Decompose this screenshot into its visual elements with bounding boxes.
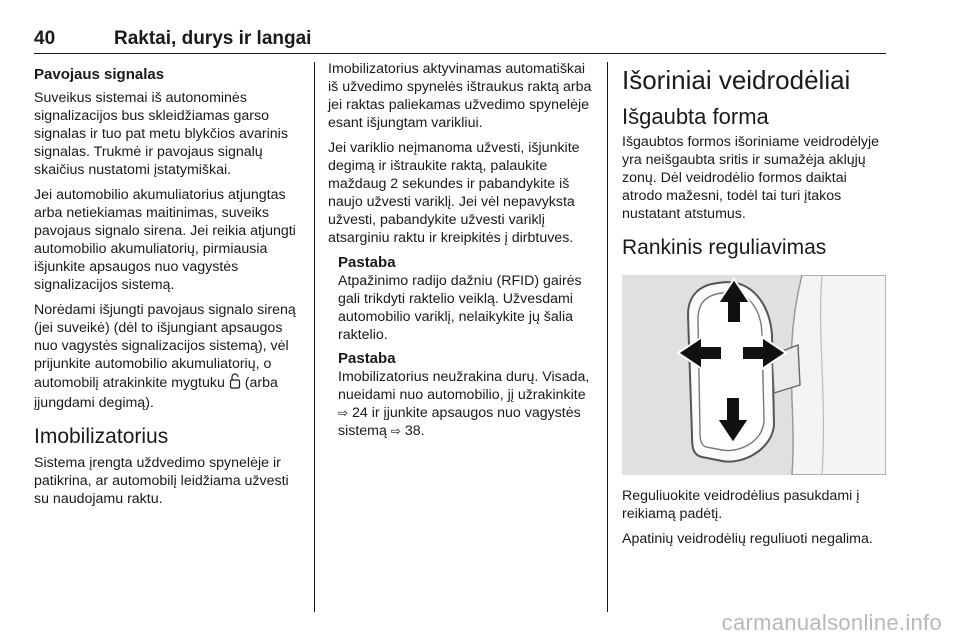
- alarm-paragraph-2: Jei automobilio akumuliatorius atjungtas arba netiekiamas maitinimas, suveiks pavojaus signalo sirena. Jei reikia atjungti automobilio akumuliatorių, pirmiausia išjunkite apsaugos nuo vagystės signalizacijos sistemą.: [34, 187, 296, 293]
- page-number: 40: [34, 28, 56, 49]
- page-ref-link-1[interactable]: 24: [352, 405, 368, 421]
- manual-adjust-heading: Rankinis reguliavimas: [622, 236, 827, 259]
- alarm-paragraph-3: Norėdami išjungti pavojaus signalo sireną (jei suveikė) (dėl to išjungiant apsaugos nuo vagystės signalizacijos sistemą), vėl prijunkite automobilio akumuliatorių, o automobilį atrakinkite mygtuku (arba įjungdami degimą).: [34, 302, 296, 411]
- convex-shape-heading: Išgaubta forma: [622, 104, 769, 129]
- note-1: [328, 254, 598, 344]
- mirrors-title: Išoriniai veidrodėliai: [622, 65, 851, 95]
- page-ref-arrow-icon: ⇨: [338, 406, 349, 420]
- page-ref-arrow-icon: ⇨: [390, 424, 401, 438]
- mirror-adjustment-illustration: [622, 275, 886, 475]
- column-divider-1: [314, 62, 315, 612]
- running-title: Raktai, durys ir langai: [114, 28, 312, 49]
- column-divider-2: [607, 62, 608, 612]
- column-middle: [328, 60, 598, 446]
- note-1-label: Pastaba: [338, 254, 396, 271]
- note-2: [328, 350, 598, 440]
- immobilizer-paragraph-3: Jei variklio neįmanoma užvesti, išjunkite degimą ir ištraukite raktą, palaukite maždaug 2 sekundes ir pabandykite iš naujo užvesti variklį. Jei vėl nepavyksta užvesti, pabandykite užvesti variklį atsarginiu raktu ir kreipkitės į dirbtuves.: [328, 140, 580, 246]
- note-2-label: Pastaba: [338, 350, 396, 367]
- header-divider: [34, 53, 886, 54]
- alarm-paragraph-1: Suveikus sistemai iš autonominės signalizacijos bus skleidžiamas garso signalas ir tuo pat metu blykčios avarinis signalas. Trukmė ir pavojaus signalų skaičius nustatomi įstatymiškai.: [34, 90, 288, 178]
- convex-shape-paragraph: Išgaubtos formos išoriniame veidrodėlyje yra neišgaubta sritis ir sumažėja aklųjų zonų. Dėl veidrodėlio formos daiktai atrodo mažesni, todėl tai turi įtakos nustatant atstumus.: [622, 134, 880, 222]
- note-1-text: Atpažinimo radijo dažniu (RFID) gairės gali trikdyti raktelio veiklą. Užvesdami automobilio variklį, nelaikykite jų šalia raktelio.: [338, 273, 582, 343]
- column-right: [622, 60, 888, 555]
- immobilizer-paragraph-2: Imobilizatorius aktyvinamas automatiškai iš užvedimo spynelės ištraukus raktą arba jei raktas paliekamas užvedimo spynelėje esant išjungtam varikliui.: [328, 61, 592, 131]
- manual-adjust-paragraph-2: Apatinių veidrodėlių reguliuoti negalima.: [622, 531, 873, 547]
- alarm-heading: Pavojaus signalas: [34, 66, 165, 83]
- watermark: carmanualsonline.info: [721, 610, 942, 635]
- column-left: [34, 60, 302, 515]
- manual-adjust-paragraph-1: Reguliuokite veidrodėlius pasukdami į reikiamą padėtį.: [622, 488, 860, 522]
- immobilizer-paragraph-1: Sistema įrengta uždvedimo spynelėje ir patikrina, ar automobilį leidžiama užvesti su naudojamu raktu.: [34, 455, 289, 507]
- page-ref-link-2[interactable]: 38: [404, 423, 421, 439]
- unlock-key-icon: [229, 373, 241, 394]
- immobilizer-heading: Imobilizatorius: [34, 425, 169, 448]
- mirror-adjustment-figure: [622, 275, 886, 475]
- note-2-text: Imobilizatorius neužrakina durų. Visada, nueidami nuo automobilio, jį užrakinkite ⇨ 24 ir įjunkite apsaugos nuo vagystės sistemą ⇨ 38.: [338, 369, 590, 439]
